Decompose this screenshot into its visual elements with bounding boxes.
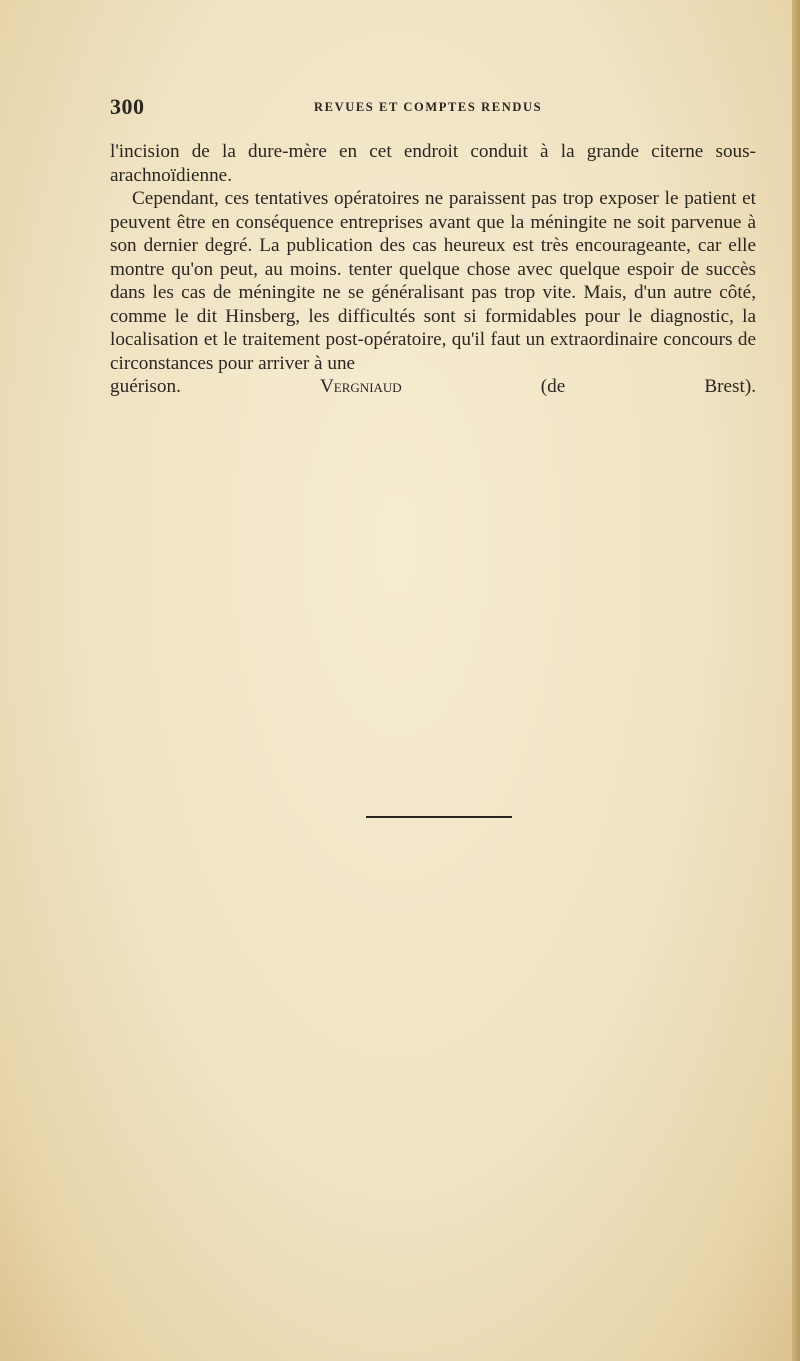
signature-place: (de Brest).	[540, 376, 757, 397]
closing-word: guérison.	[110, 376, 181, 397]
page-header	[110, 94, 756, 122]
paragraph-continuation: l'incision de la dure-mère en cet endroit conduit à la grande citerne sous-arachnoïdienne.	[110, 141, 756, 186]
signature	[320, 376, 756, 397]
signature-author: Vergniaud	[319, 376, 402, 397]
section-divider-rule	[366, 816, 512, 818]
page-number: 300	[110, 94, 145, 119]
running-head: REVUES ET COMPTES RENDUS	[314, 100, 543, 114]
closing-line	[110, 375, 756, 399]
body-text	[110, 140, 756, 399]
paragraph-main: Cependant, ces tentatives opératoires ne paraissent pas trop exposer le patient et peuvent être en conséquence entreprises avant que la méningite ne soit parvenue à son dernier degré. La publication des cas heureux est très encourageante, car elle montre qu'on peut, au moins. tenter quelque chose avec quelque espoir de succès dans les cas de méningite ne se généralisant pas trop vite. Mais, d'un autre côté, comme le dit Hinsberg, les difficultés sont si formidables pour le diagnostic, la localisation et le traitement post-opératoire, qu'il faut un extraordinaire concours de circonstances pour arriver à une	[110, 188, 756, 374]
page-edge	[792, 0, 800, 1361]
